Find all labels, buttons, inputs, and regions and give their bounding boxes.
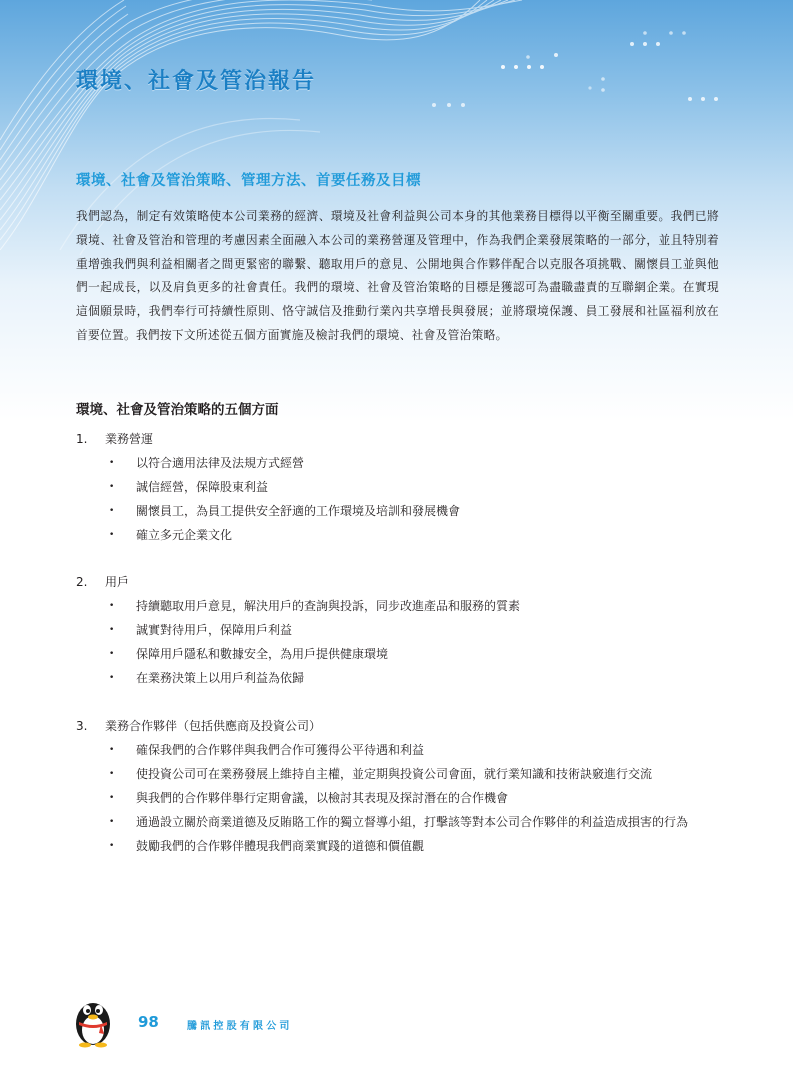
bullet-icon: • [109,530,115,540]
aspect-group-users [76,570,736,690]
bullet-icon: • [109,745,115,755]
bullet-icon: • [109,841,115,851]
company-name: 騰訊控股有限公司 [187,1021,293,1032]
list-item [76,523,736,547]
list-item-text: 關懷員工，為員工提供安全舒適的工作環境及培訓和發展機會 [136,504,461,518]
list-item-text: 誠實對待用戶，保障用戶利益 [136,623,293,637]
bullet-icon: • [109,649,115,659]
list-item [76,475,736,499]
list-item-text: 通過設立關於商業道德及反賄賂工作的獨立督導小組，打擊該等對本公司合作夥伴的利益造成損害的行為 [136,815,689,829]
aspect-number: 1. [76,432,88,446]
list-item-text: 使投資公司可在業務發展上維持自主權，並定期與投資公司會面，就行業知識和技術訣竅進行交流 [136,767,653,781]
bullet-icon: • [109,482,115,492]
list-item [76,762,736,786]
list-item [76,451,736,475]
list-item [76,499,736,523]
list-item [76,786,736,810]
list-item-text: 保障用戶隱私和數據安全，為用戶提供健康環境 [136,647,389,661]
list-item-text: 確保我們的合作夥伴與我們合作可獲得公平待遇和利益 [136,743,425,757]
list-item-text: 與我們的合作夥伴舉行定期會議，以檢討其表現及探討潛在的合作機會 [136,791,509,805]
bullet-icon: • [109,793,115,803]
aspect-number: 2. [76,575,88,589]
aspect-title: 業務合作夥伴（包括供應商及投資公司） [105,719,322,733]
aspect-group-business-partners [76,714,736,858]
list-item-text: 鼓勵我們的合作夥伴體現我們商業實踐的道德和價值觀 [136,839,425,853]
five-aspects-heading: 環境、社會及管治策略的五個方面 [76,402,279,418]
bullet-icon: • [109,601,115,611]
bullet-icon: • [109,817,115,827]
intro-paragraph: 我們認為，制定有效策略使本公司業務的經濟、環境及社會利益與公司本身的其他業務目標得以平衡至關重要。我們已將環境、社會及管治和管理的考慮因素全面融入本公司的業務營運及管理中，作為我們企業發展策略的一部分，並且特別着重增強我們與利益相關者之間更緊密的聯繫、聽取用戶的意見、公開地與合作夥伴配合以克服各項挑戰、關懷員工並與他們一起成長，以及肩負更多的社會責任。我們的環境、社會及管治策略的目標是獲認可為盡職盡責的互聯網企業。在實現這個願景時，我們奉行可持續性原則、恪守誠信及推動行業內共享增長與發展；並將環境保護、員工發展和社區福利放在首要位置。我們按下文所述從五個方面實施及檢討我們的環境、社會及管治策略。 [76,209,719,342]
bullet-list [76,738,736,858]
aspect-title: 業務營運 [105,432,154,446]
bullet-icon: • [109,625,115,635]
bullet-list [76,594,736,690]
aspect-title: 用戶 [105,575,130,589]
list-item [76,834,736,858]
aspect-group-business-operations [76,427,736,547]
list-item-text: 確立多元企業文化 [136,528,233,542]
bullet-icon: • [109,506,115,516]
list-item [76,738,736,762]
bullet-icon: • [109,769,115,779]
bullet-icon: • [109,458,115,468]
section-heading: 環境、社會及管治策略、管理方法、首要任務及目標 [76,173,421,189]
bullet-icon: • [109,673,115,683]
list-item [76,618,736,642]
aspect-number: 3. [76,719,88,733]
aspect-heading [76,570,736,594]
penguin-icon [71,994,115,1048]
list-item-text: 以符合適用法律及法規方式經營 [136,456,305,470]
list-item [76,642,736,666]
list-item-text: 在業務決策上以用戶利益為依歸 [136,671,305,685]
aspect-heading [76,427,736,451]
list-item-text: 持續聽取用戶意見，解決用戶的查詢與投訴，同步改進產品和服務的質素 [136,599,521,613]
report-title: 環境、社會及管治報告 [76,69,317,94]
list-item [76,810,736,834]
bullet-list [76,451,736,547]
list-item [76,666,736,690]
aspect-heading [76,714,736,738]
page-number: 98 [138,1013,159,1031]
list-item-text: 誠信經營，保障股東利益 [136,480,269,494]
list-item [76,594,736,618]
